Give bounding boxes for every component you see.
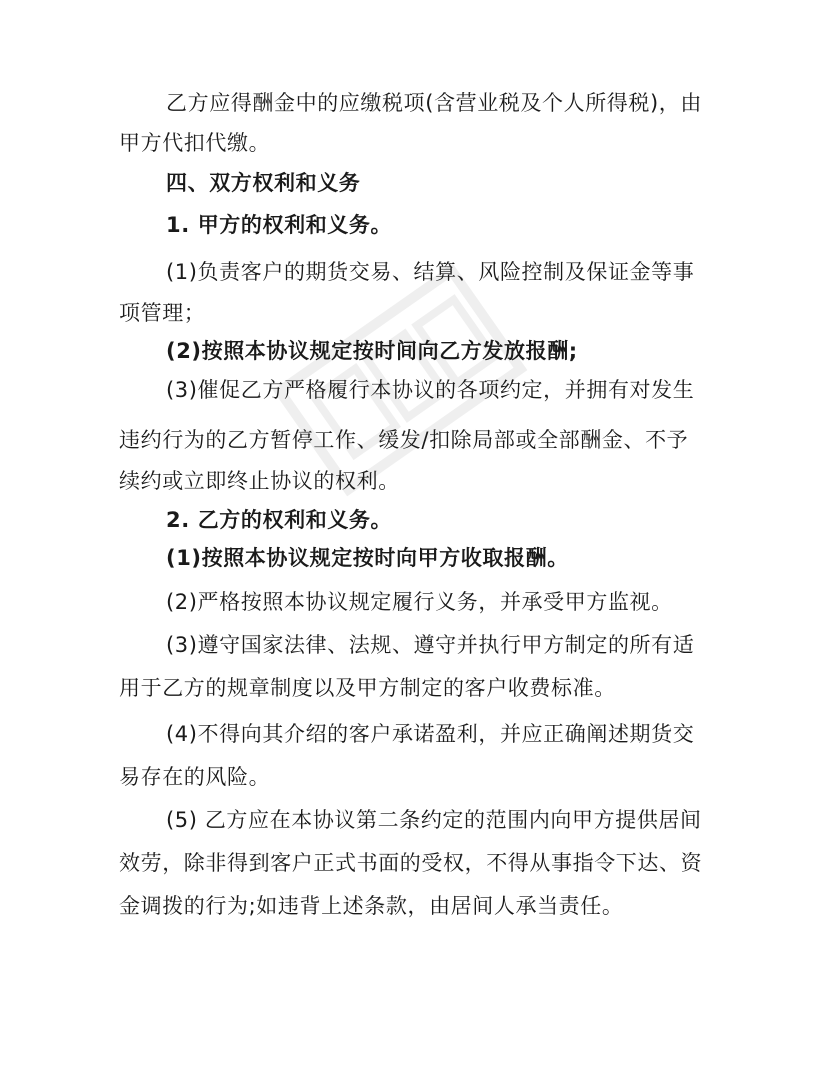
party-a-item-2: (2)按照本协议规定按时间向乙方发放报酬; bbox=[166, 339, 578, 363]
party-b-item-3-line-1: (3)遵守国家法律、法规、遵守并执行甲方制定的所有适 bbox=[166, 633, 695, 657]
party-a-item-3-line-2: 违约行为的乙方暂停工作、缓发/扣除局部或全部酬金、不予 bbox=[119, 428, 689, 452]
party-b-item-5-line-3: 金调拨的行为;如违背上述条款，由居间人承当责任。 bbox=[119, 894, 624, 918]
party-a-item-3-line-1: (3)催促乙方严格履行本协议的各项约定，并拥有对发生 bbox=[166, 378, 695, 402]
party-b-item-1: (1)按照本协议规定按时向甲方收取报酬。 bbox=[166, 546, 569, 570]
paragraph-tax-line-2: 甲方代扣代缴。 bbox=[119, 131, 271, 155]
subheading-party-b: 2. 乙方的权利和义务。 bbox=[166, 508, 393, 532]
party-b-item-5-line-1: (5) 乙方应在本协议第二条约定的范围内向甲方提供居间 bbox=[166, 808, 702, 832]
party-a-item-1-line-2: 项管理； bbox=[119, 301, 206, 325]
party-a-item-1-line-1: (1)负责客户的期货交易、结算、风险控制及保证金等事 bbox=[166, 260, 695, 284]
party-b-item-3-line-2: 用于乙方的规章制度以及甲方制定的客户收费标准。 bbox=[119, 676, 616, 700]
party-b-item-4-line-1: (4)不得向其介绍的客户承诺盈利，并应正确阐述期货交 bbox=[166, 722, 695, 746]
party-b-item-4-line-2: 易存在的风险。 bbox=[119, 765, 271, 789]
paragraph-tax-line-1: 乙方应得酬金中的应缴税项(含营业税及个人所得税)，由 bbox=[166, 91, 702, 115]
party-a-item-3-line-3: 续约或立即终止协议的权利。 bbox=[119, 469, 400, 493]
subheading-party-a: 1. 甲方的权利和义务。 bbox=[166, 213, 393, 237]
party-b-item-5-line-2: 效劳，除非得到客户正式书面的受权，不得从事指令下达、资 bbox=[119, 851, 703, 875]
party-b-item-2: (2)严格按照本协议规定履行义务，并承受甲方监视。 bbox=[166, 590, 673, 614]
section-heading-rights-obligations: 四、双方权利和义务 bbox=[166, 171, 361, 195]
